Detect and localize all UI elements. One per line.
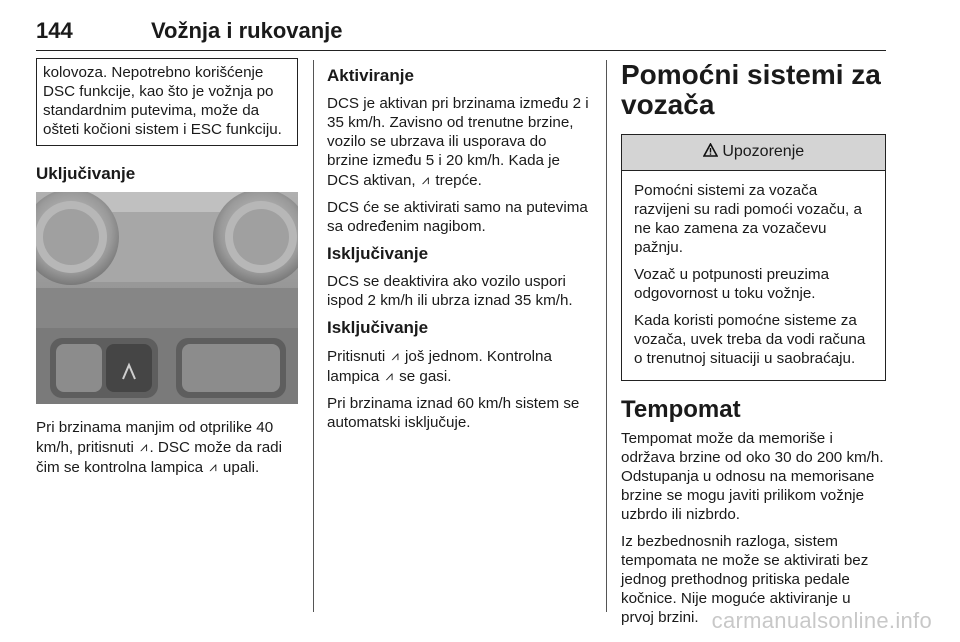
tempomat-paragraph: Iz bezbednosnih razloga, sistem tempomata ne može se aktivirati bez jednog prethodnog pritiska pedale kočnice. Nije moguće aktiviranje u prvoj brzini.	[621, 533, 869, 626]
column-right	[621, 60, 886, 635]
watermark: carmanualsonline.info	[711, 608, 932, 633]
column-divider	[313, 60, 314, 612]
warning-box	[621, 134, 886, 381]
warning-paragraph: Vozač u potpunosti preuzima odgovornost u toku vožnje.	[634, 266, 830, 302]
tempomat-heading: Tempomat	[621, 396, 741, 423]
paragraph-activate: Pri brzinama manjim od otprilike 40 km/h, pritisnuti ⩘ . DSC može da radi čim se kontrolna lampica ⩘ upali.	[36, 419, 282, 476]
page-header	[36, 14, 886, 51]
dsc-off-icon: ⩘	[385, 368, 393, 383]
chapter-title: Vožnja i rukovanje	[151, 18, 343, 43]
warning-paragraph: Pomoćni sistemi za vozača razvijeni su radi pomoći vozaču, a ne kao zamena za vozačevu pažnju.	[634, 182, 862, 256]
warning-header	[622, 135, 885, 171]
column-divider	[606, 60, 607, 612]
section-title: Pomoćni sistemi za vozača	[621, 59, 881, 120]
tempomat-paragraph: Tempomat može da memoriše i održava brzine od oko 30 do 200 km/h. Odstupanja u odnosu na memorisane brzine se mogu javiti prilikom vožnje uzbrdo ili nizbrdo.	[621, 430, 884, 523]
paragraph-auto-off: Pri brzinama iznad 60 km/h sistem se automatski isključuje.	[327, 395, 580, 431]
paragraph-slopes: DCS će se aktivirati samo na putevima sa određenim nagibom.	[327, 199, 588, 235]
heading-deactivation: Isključivanje	[327, 244, 429, 263]
warning-triangle-icon	[703, 143, 722, 160]
dsc-off-icon: ⩘	[391, 348, 399, 363]
warning-paragraph: Kada koristi pomoćne sisteme za vozača, uvek treba da vodi računa o trenutnoj situaciji u saobraćaju.	[634, 312, 866, 367]
dsc-off-icon: ⩘	[209, 459, 217, 474]
heading-switch-off: Isključivanje	[327, 318, 429, 337]
column-middle	[327, 60, 591, 440]
heading-activation: Aktiviranje	[327, 66, 414, 85]
continued-warning-box	[36, 58, 298, 146]
page-number: 144	[36, 18, 73, 43]
paragraph-deactivation: DCS se deaktivira ako vozilo uspori ispod 2 km/h ili ubrza iznad 35 km/h.	[327, 273, 573, 309]
warning-label: Upozorenje	[722, 143, 805, 160]
paragraph-switch-off: Pritisnuti ⩘ još jednom. Kontrolna lampica ⩘ se gasi.	[327, 348, 552, 385]
dsc-off-icon: ⩘	[140, 439, 148, 454]
dsc-off-icon: ⩘	[421, 172, 430, 187]
paragraph-activation: DCS je aktivan pri brzinama između 2 i 35 km/h. Zavisno od trenutne brzine, vozilo se ubrzava ili usporava do brzine između 5 i 20 km/h. Kada je DCS aktivan, ⩘ trepće.	[327, 95, 589, 189]
column-left	[36, 60, 298, 485]
box-text: kolovoza. Nepotrebno korišćenje DSC funkcije, kao što je vožnja po standardnim putevima, može da ošteti kočioni sistem i ESC funkciju.	[43, 64, 282, 138]
heading-on: Uključivanje	[36, 164, 136, 183]
dashboard-photo	[36, 192, 298, 404]
warning-body	[622, 171, 885, 380]
